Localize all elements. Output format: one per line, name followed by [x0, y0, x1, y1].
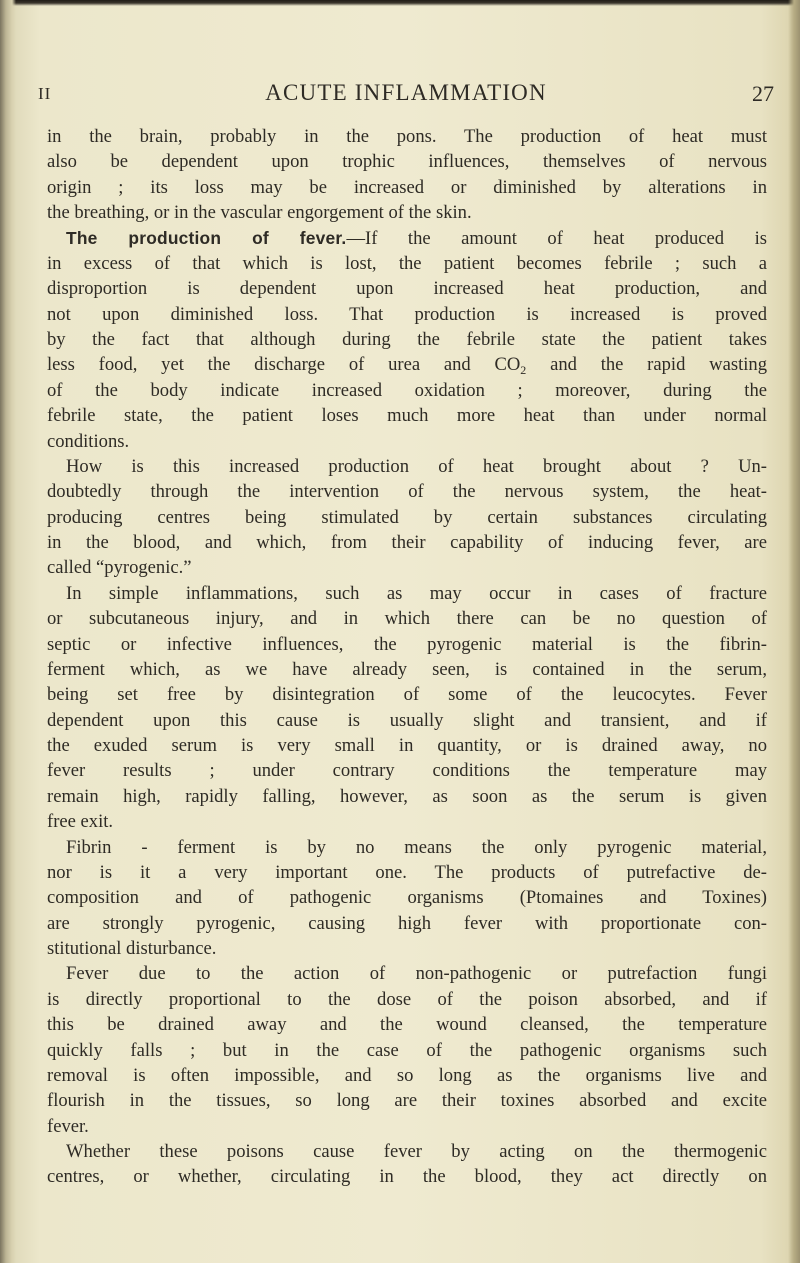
section-heading: The production of fever.	[66, 227, 347, 248]
text-line: Fever due to the action of non-pathogenic or putrefaction fungi	[66, 963, 767, 985]
text-line: nor is it a very important one. The products of putrefactive de-	[47, 861, 767, 883]
text-line: origin ; its loss may be increased or diminished by alterations in	[47, 176, 767, 198]
text-line: ferment which, as we have already seen, is contained in the serum,	[47, 658, 767, 680]
text-line: not upon diminished loss. That production is increased is proved	[47, 303, 767, 325]
text-line: in the brain, probably in the pons. The production of heat must	[47, 126, 767, 147]
page-binding-shadow	[0, 0, 16, 1263]
text-line: centres, or whether, circulating in the blood, they act directly on	[47, 1166, 767, 1188]
text-line: Fibrin - ferment is by no means the only pyrogenic material,	[66, 836, 767, 858]
text-line: or subcutaneous injury, and in which there can be no question of	[47, 608, 767, 630]
text-run: and the rapid wasting	[526, 354, 767, 376]
text-line: removal is often impossible, and so long as the organisms live and	[47, 1064, 767, 1086]
text-line: conditions.	[47, 430, 130, 452]
text-line: is directly proportional to the dose of the poison absorbed, and if	[47, 988, 767, 1010]
text-line: the breathing, or in the vascular engorgement of the skin.	[47, 202, 472, 224]
page-top-edge-shadow	[0, 0, 800, 6]
running-head-title: ACUTE INFLAMMATION	[265, 80, 547, 105]
text-line	[47, 226, 767, 251]
running-head	[38, 80, 774, 110]
text-line: in the blood, and which, from their capability of inducing fever, are	[47, 532, 767, 553]
text-line: remain high, rapidly falling, however, as soon as the serum is given	[47, 785, 767, 807]
text-line: disproportion is dependent upon increased heat production, and	[47, 278, 767, 300]
text-line: doubtedly through the intervention of the nervous system, the heat-	[47, 481, 767, 503]
page-right-edge	[788, 0, 800, 1263]
text-line: producing centres being stimulated by certain substances circulating	[47, 506, 767, 528]
text-line: stitutional disturbance.	[47, 938, 217, 959]
text-line: also be dependent upon trophic influences, themselves of nervous	[47, 151, 767, 173]
text-line: being set free by disintegration of some of the leucocytes. Fever	[47, 684, 767, 706]
text-line: this be drained away and the wound cleansed, the temperature	[47, 1014, 767, 1036]
page-number: 27	[752, 81, 774, 106]
text-line: septic or infective influences, the pyrogenic material is the fibrin-	[47, 633, 767, 655]
text-line: the exuded serum is very small in quantity, or is drained away, no	[47, 735, 767, 756]
text-line: How is this increased production of heat brought about ? Un-	[66, 455, 767, 477]
text-line: flourish in the tissues, so long are their toxines absorbed and excite	[47, 1090, 767, 1112]
text-run: —If the amount of heat produced is	[346, 227, 767, 249]
text-line: fever results ; under contrary conditions the temperature may	[47, 760, 767, 782]
text-line: In simple inflammations, such as may occur in cases of fracture	[66, 582, 767, 604]
text-line: quickly falls ; but in the case of the pathogenic organisms such	[47, 1039, 767, 1061]
text-line: dependent upon this cause is usually slight and transient, and if	[47, 709, 767, 731]
text-line: called “pyrogenic.”	[47, 557, 192, 579]
body-text	[47, 124, 767, 1190]
text-line: in excess of that which is lost, the patient becomes febrile ; such a	[47, 252, 767, 274]
text-line: fever.	[47, 1115, 89, 1137]
text-line: of the body indicate increased oxidation ; moreover, during the	[47, 379, 767, 401]
text-line: free exit.	[47, 811, 114, 833]
text-line: Whether these poisons cause fever by acting on the thermogenic	[66, 1141, 767, 1162]
text-line	[47, 352, 767, 377]
text-line: are strongly pyrogenic, causing high fever with proportionate con-	[47, 912, 767, 934]
text-line: febrile state, the patient loses much more heat than under normal	[47, 405, 767, 427]
subscript: 2	[520, 363, 527, 378]
text-run: less food, yet the discharge of urea and CO	[47, 354, 521, 376]
text-line: by the fact that although during the febrile state the patient takes	[47, 329, 767, 350]
text-line: composition and of pathogenic organisms (Ptomaines and Toxines)	[47, 887, 767, 909]
chapter-number: II	[38, 84, 52, 103]
